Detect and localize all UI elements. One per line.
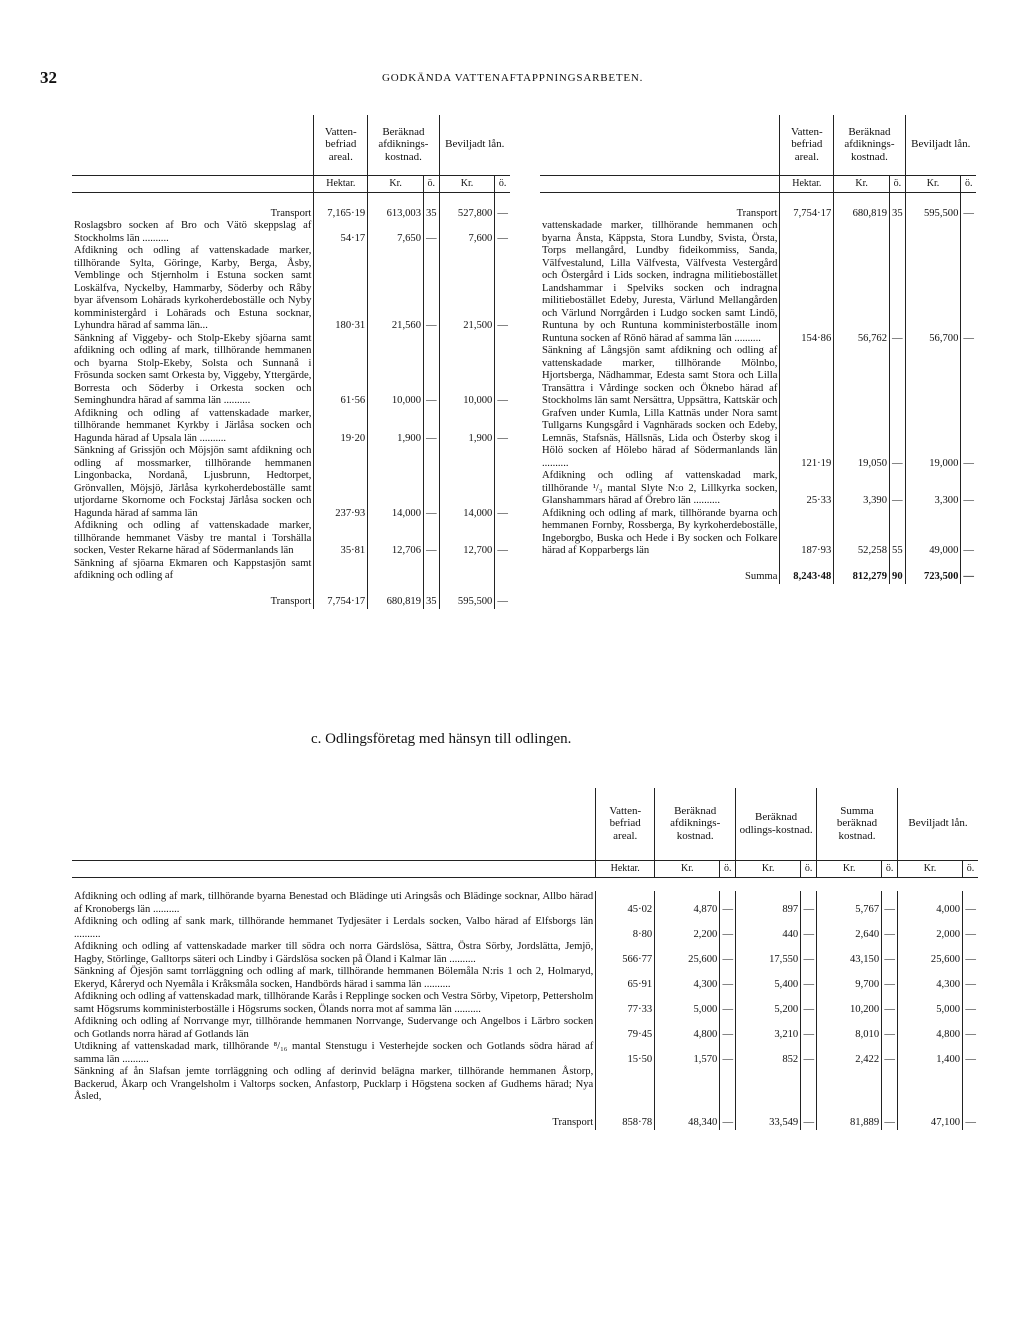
- row-lan-kr: [897, 1066, 962, 1104]
- row-summa-kr: 2,640: [817, 916, 882, 941]
- row-afdikning-ore: —: [720, 1041, 736, 1066]
- row-odling-ore: —: [801, 991, 817, 1016]
- transport-label: Transport: [270, 207, 312, 219]
- row-lan-kr: 56,700: [905, 220, 961, 345]
- row-kostnad-ore: —: [424, 333, 440, 408]
- row-kostnad-ore: —: [890, 345, 906, 470]
- section-c-title: c. Odlingsföretag med hänsyn till odlingen.: [311, 731, 572, 747]
- row-odling-ore: —: [801, 916, 817, 941]
- row-odling-ore: —: [801, 941, 817, 966]
- column-header-kostnad: Beräknad afdiknings-kostnad.: [834, 115, 905, 175]
- row-kostnad-kr: [368, 558, 424, 583]
- unit-ore: ö.: [495, 175, 510, 192]
- row-odling-ore: —: [801, 1016, 817, 1041]
- row-lan-kr: 4,300: [897, 966, 962, 991]
- transport-afdikning-ore: —: [720, 1104, 736, 1130]
- row-lan-ore: —: [495, 520, 510, 558]
- row-summa-kr: 9,700: [817, 966, 882, 991]
- row-description: Afdikning och odling af vattenskadade marker, tillhörande Sylta, Göringe, Karby, Berga, Åsby, Vemblinge och Stjernholm i Estuna socken samt Loskälfva, Nyckelby, Hammarby, Söderby och Råby byar äfvensom Lohärads kyrkoherdeboställe och Nyby komministergård i Lohärads och Estuna socknar, Lyhundra härad af samma län...: [74, 245, 312, 331]
- row-kostnad-kr: 21,560: [368, 245, 424, 333]
- row-kostnad-kr: 52,258: [834, 508, 890, 558]
- table-row: [72, 916, 978, 941]
- row-description: Afdikning och odling af vattenskadad mark, tillhörande ¹/₃ mantal Slyte N:o 2, Lillkyrka socken, Glanshammars härad af Örebro län ..........: [542, 470, 778, 506]
- transport-lan-kr: 595,500: [905, 192, 961, 220]
- row-description: Roslagsbro socken af Bro och Vätö skeppslag af Stockholms län ..........: [74, 220, 312, 244]
- transport-kostnad-ore: 35: [424, 583, 440, 609]
- right-ledger-table: [540, 115, 976, 584]
- row-afdikning-ore: —: [720, 941, 736, 966]
- summa-kostnad-ore: 90: [890, 558, 906, 584]
- row-afdikning-kr: 4,870: [655, 891, 720, 916]
- row-kostnad-ore: —: [424, 445, 440, 520]
- summa-lan-kr: 723,500: [905, 558, 961, 584]
- row-lan-kr: 19,000: [905, 345, 961, 470]
- column-header-areal: Vatten-befriad areal.: [314, 115, 368, 175]
- row-kostnad-ore: —: [424, 245, 440, 333]
- row-description: Sänkning af Långsjön samt afdikning och odling af vattenskadade marker, tillhörande Mölnbo, Hjortsberga, Nädhammar, Edesta samt Stora och Lilla Transättra i Vårdinge socken och Öknebo härad af Stockholms län samt Nersättra, Uppsättra, Kattskär och Grafven under Kumla, Lilla Kattnäs under Nora samt Tullgarns Kungsgård i Vagnhärads socken och Edeby, Lemnäs, Stafsnäs, Hällsnäs, Lida och Österby skog i Hölö socken af Hölebo härad af Södermanlands län ..........: [542, 345, 778, 469]
- row-afdikning-kr: 5,000: [655, 991, 720, 1016]
- row-description: Sänkning af Grissjön och Möjsjön samt afdikning och odling af mossmarker, tillhörande hemmanen Lingonbacka, Nordanå, Ljusbrunn, Hedtorpet, Grönvallen, Möjsjö, Järlåsa kyrkoherdeboställe samt utjordarne Skornome och Fockstaj Järlåsa socken och Hagunda härad af samma län: [74, 445, 312, 519]
- transport-kostnad-ore: 35: [424, 192, 440, 220]
- summa-lan-ore: —: [961, 558, 976, 584]
- unit-hektar: Hektar.: [780, 175, 834, 192]
- column-header-areal: Vatten-befriad areal.: [780, 115, 834, 175]
- row-description: Afdikning och odling af Norrvange myr, tillhörande hemmanen Norrvange, Sudervange och Angelbos i Lärbro socken och Gotlands norra härad af Gotlands län: [74, 1016, 594, 1040]
- row-afdikning-ore: —: [720, 991, 736, 1016]
- row-odling-kr: 5,200: [736, 991, 801, 1016]
- row-areal: 61·56: [314, 333, 368, 408]
- row-lan-kr: 3,300: [905, 470, 961, 508]
- column-header-odling: Beräknad odlings-kostnad.: [736, 788, 817, 860]
- row-lan-kr: 1,900: [439, 408, 495, 446]
- row-lan-kr: [439, 558, 495, 583]
- unit-ore: ö.: [963, 860, 978, 877]
- row-summa-ore: —: [882, 891, 898, 916]
- row-lan-ore: —: [495, 408, 510, 446]
- unit-kr: Kr.: [736, 860, 801, 877]
- transport-lan-ore: —: [961, 192, 976, 220]
- row-areal: 8·80: [596, 916, 655, 941]
- row-summa-kr: 43,150: [817, 941, 882, 966]
- transport-lan-ore: —: [963, 1104, 978, 1130]
- unit-kr: Kr.: [817, 860, 882, 877]
- row-kostnad-ore: —: [424, 220, 440, 245]
- transport-lan-kr: 47,100: [897, 1104, 962, 1130]
- transport-areal: 7,165·19: [314, 192, 368, 220]
- unit-kr: Kr.: [368, 175, 424, 192]
- column-header-lan: Beviljadt lån.: [905, 115, 976, 175]
- row-kostnad-ore: [424, 558, 440, 583]
- row-summa-kr: 5,767: [817, 891, 882, 916]
- transport-odling-kr: 33,549: [736, 1104, 801, 1130]
- row-odling-kr: 3,210: [736, 1016, 801, 1041]
- row-areal: [596, 1066, 655, 1104]
- unit-kr: Kr.: [439, 175, 495, 192]
- row-description: Afdikning och odling af vattenskadad mark, tillhörande Karås i Repplinge socken och Vestra Sörby, Vipetorp, Pettersholm samt Högsrums komministerboställe i Högsrums socken, Ölands norra mot af samma län ..........: [74, 991, 594, 1015]
- table-row: [72, 891, 978, 916]
- row-description: Afdikning och odling af mark, tillhörande byarna och hemmanen Fornby, Rossberga, By kyrkoherdeboställe, Ingeborgbo, Buska och Hede i By socken och Folkare härad af Kopparbergs län: [542, 507, 778, 556]
- row-summa-ore: [882, 1066, 898, 1104]
- row-description: Afdikning och odling af vattenskadade marker, tillhörande hemmanet Kyrkby i Järlåsa socken och Hagunda härad af Upsala län ..........: [74, 407, 312, 444]
- row-lan-ore: —: [963, 891, 978, 916]
- row-kostnad-ore: 55: [890, 508, 906, 558]
- row-lan-ore: —: [961, 220, 976, 345]
- left-ledger-table: [72, 115, 510, 609]
- transport-kostnad-kr: 613,003: [368, 192, 424, 220]
- table-row: [72, 941, 978, 966]
- table-row: [540, 220, 976, 345]
- unit-kr: Kr.: [897, 860, 962, 877]
- row-summa-kr: 2,422: [817, 1041, 882, 1066]
- transport-kostnad-kr: 680,819: [834, 192, 890, 220]
- row-lan-kr: 2,000: [897, 916, 962, 941]
- row-lan-ore: —: [961, 345, 976, 470]
- column-header-areal: Vatten-befriad areal.: [596, 788, 655, 860]
- row-areal: 15·50: [596, 1041, 655, 1066]
- row-lan-ore: —: [495, 445, 510, 520]
- row-kostnad-ore: —: [890, 220, 906, 345]
- row-odling-ore: [801, 1066, 817, 1104]
- row-description: Afdikning och odling af vattenskadade marker, tillhörande hemmanet Väsby tre mantal i Torshälla socken, Vester Rekarne härad af Södermanlands län: [74, 520, 312, 556]
- row-lan-kr: 49,000: [905, 508, 961, 558]
- row-odling-kr: 440: [736, 916, 801, 941]
- row-description: Sänkning af Viggeby- och Stolp-Ekeby sjöarna samt afdikning och odling af mark, tillhörande hemmanen och byarna Stolp-Ekeby, Solsta och Sunnanå i Frösunda socken samt Orkesta by, Viggeby, Yttergärde, Borresta och Söderby i Orkesta socken och Seminghundra härad af samma län ..........: [74, 332, 312, 406]
- transport-summa-kr: 81,889: [817, 1104, 882, 1130]
- row-kostnad-kr: 10,000: [368, 333, 424, 408]
- unit-hektar: Hektar.: [596, 860, 655, 877]
- row-areal: 237·93: [314, 445, 368, 520]
- transport-kostnad-ore: 35: [890, 192, 906, 220]
- row-summa-kr: 10,200: [817, 991, 882, 1016]
- row-lan-kr: 10,000: [439, 333, 495, 408]
- transport-kostnad-kr: 680,819: [368, 583, 424, 609]
- table-row: [540, 470, 976, 508]
- row-areal: 180·31: [314, 245, 368, 333]
- column-header-lan: Beviljadt lån.: [897, 788, 978, 860]
- row-lan-ore: —: [963, 1041, 978, 1066]
- row-lan-ore: —: [961, 470, 976, 508]
- table-row: [72, 991, 978, 1016]
- row-summa-kr: 8,010: [817, 1016, 882, 1041]
- row-summa-ore: —: [882, 1016, 898, 1041]
- page-number: 32: [40, 68, 57, 87]
- row-lan-kr: 14,000: [439, 445, 495, 520]
- table-row: [72, 1066, 978, 1104]
- row-kostnad-kr: 12,706: [368, 520, 424, 558]
- row-lan-ore: [495, 558, 510, 583]
- transport-afdikning-kr: 48,340: [655, 1104, 720, 1130]
- table-row: [72, 220, 510, 245]
- row-kostnad-kr: 19,050: [834, 345, 890, 470]
- row-areal: 77·33: [596, 991, 655, 1016]
- row-kostnad-kr: 3,390: [834, 470, 890, 508]
- transport-summa-ore: —: [882, 1104, 898, 1130]
- unit-ore: ö.: [424, 175, 440, 192]
- transport-label: Transport: [736, 207, 778, 219]
- unit-kr: Kr.: [905, 175, 961, 192]
- transport-lan-ore: —: [495, 192, 510, 220]
- row-odling-kr: 5,400: [736, 966, 801, 991]
- table-row: [72, 558, 510, 583]
- row-afdikning-ore: [720, 1066, 736, 1104]
- row-areal: 45·02: [596, 891, 655, 916]
- row-lan-kr: 4,000: [897, 891, 962, 916]
- row-areal: 35·81: [314, 520, 368, 558]
- row-summa-ore: —: [882, 941, 898, 966]
- row-afdikning-kr: [655, 1066, 720, 1104]
- row-areal: 566·77: [596, 941, 655, 966]
- row-kostnad-kr: 14,000: [368, 445, 424, 520]
- row-summa-ore: —: [882, 991, 898, 1016]
- row-afdikning-ore: —: [720, 1016, 736, 1041]
- row-kostnad-ore: —: [424, 408, 440, 446]
- unit-ore: ö.: [890, 175, 906, 192]
- row-kostnad-kr: 1,900: [368, 408, 424, 446]
- row-lan-ore: —: [495, 220, 510, 245]
- table-row: [72, 520, 510, 558]
- table-row: [72, 245, 510, 333]
- transport-odling-ore: —: [801, 1104, 817, 1130]
- row-description: Afdikning och odling af sank mark, tillhörande hemmanet Tydjesäter i Lerdals socken, Valbo härad af Elfsborgs län ..........: [74, 916, 594, 940]
- unit-ore: ö.: [720, 860, 736, 877]
- row-kostnad-ore: —: [890, 470, 906, 508]
- row-kostnad-kr: 7,650: [368, 220, 424, 245]
- summa-label: Summa: [745, 571, 778, 582]
- running-title: GODKÄNDA VATTENAFTAPPNINGSARBETEN.: [382, 72, 644, 84]
- transport-lan-kr: 595,500: [439, 583, 495, 609]
- unit-kr: Kr.: [655, 860, 720, 877]
- unit-ore: ö.: [882, 860, 898, 877]
- unit-kr: Kr.: [834, 175, 890, 192]
- summa-kostnad-kr: 812,279: [834, 558, 890, 584]
- row-lan-ore: —: [963, 916, 978, 941]
- transport-areal: 7,754·17: [780, 192, 834, 220]
- row-summa-kr: [817, 1066, 882, 1104]
- row-odling-kr: 17,550: [736, 941, 801, 966]
- table-row: [540, 345, 976, 470]
- column-header-lan: Beviljadt lån.: [439, 115, 510, 175]
- table-row: [72, 1016, 978, 1041]
- unit-hektar: Hektar.: [314, 175, 368, 192]
- row-areal: 154·86: [780, 220, 834, 345]
- row-lan-kr: 1,400: [897, 1041, 962, 1066]
- row-lan-kr: 4,800: [897, 1016, 962, 1041]
- unit-ore: ö.: [801, 860, 817, 877]
- transport-lan-kr: 527,800: [439, 192, 495, 220]
- row-afdikning-kr: 25,600: [655, 941, 720, 966]
- row-lan-ore: —: [495, 333, 510, 408]
- row-afdikning-ore: —: [720, 966, 736, 991]
- row-odling-ore: —: [801, 1041, 817, 1066]
- row-afdikning-kr: 4,800: [655, 1016, 720, 1041]
- row-afdikning-ore: —: [720, 891, 736, 916]
- row-odling-kr: [736, 1066, 801, 1104]
- row-areal: [314, 558, 368, 583]
- section-c-table: [72, 788, 978, 1130]
- unit-ore: ö.: [961, 175, 976, 192]
- row-description: vattenskadade marker, tillhörande hemmanen och byarna Ånsta, Käppsta, Stora Lundby, Svista, Örsta, Torps mellangård, Lundby fideikommiss, Sanda, Välfvestalund, Lilla Välfvesta, Välfvesta Vestergård och Östergård i Lids socken, indragna militiebostället Landshammar i Spelviks socken och indragna militiebostället Edeby, Juresta, Värlund Mellangården och Värlund Norrgården i Ludgo socken samt Lindö, Runtuna by och Runtuna komministerboställe inom Runtuna socken af Rönö härad af samma län ..........: [542, 220, 778, 344]
- row-afdikning-kr: 1,570: [655, 1041, 720, 1066]
- column-header-kostnad: Beräknad afdiknings-kostnad.: [368, 115, 439, 175]
- row-lan-ore: —: [963, 1016, 978, 1041]
- row-description: Utdikning af vattenskadad mark, tillhörande ⁸/₁₆ mantal Stenstugu i Vesterhejde socken och Gotlands södra härad af samma län ..........: [74, 1041, 594, 1065]
- transport-label: Transport: [270, 596, 312, 607]
- row-description: Sänkning af Öjesjön samt torrläggning och odling af mark, tillhörande hemmanen Bölemåla N:ris 1 och 2, Holmaryd, Ekeryd, Kåreryd och Nyemåla i Kråksmåla socken, Handbörds härad i samma län ..........: [74, 966, 594, 990]
- row-afdikning-kr: 2,200: [655, 916, 720, 941]
- row-lan-ore: —: [963, 941, 978, 966]
- summa-areal: 8,243·48: [780, 558, 834, 584]
- transport-areal: 858·78: [596, 1104, 655, 1130]
- table-row: [72, 445, 510, 520]
- row-lan-ore: —: [961, 508, 976, 558]
- table-row: [72, 408, 510, 446]
- transport-label: Transport: [552, 1117, 594, 1128]
- row-odling-ore: —: [801, 891, 817, 916]
- row-afdikning-ore: —: [720, 916, 736, 941]
- row-areal: 65·91: [596, 966, 655, 991]
- row-kostnad-kr: 56,762: [834, 220, 890, 345]
- row-lan-ore: —: [495, 245, 510, 333]
- row-summa-ore: —: [882, 966, 898, 991]
- table-row: [72, 966, 978, 991]
- row-lan-ore: —: [963, 991, 978, 1016]
- row-summa-ore: —: [882, 1041, 898, 1066]
- column-header-afdikning: Beräknad afdiknings-kostnad.: [655, 788, 736, 860]
- row-kostnad-ore: —: [424, 520, 440, 558]
- row-odling-kr: 897: [736, 891, 801, 916]
- row-areal: 54·17: [314, 220, 368, 245]
- row-afdikning-kr: 4,300: [655, 966, 720, 991]
- row-lan-kr: 21,500: [439, 245, 495, 333]
- row-odling-ore: —: [801, 966, 817, 991]
- row-description: Afdikning och odling af mark, tillhörande byarna Benestad och Blädinge uti Aringsås och Blädinge socknar, Allbo härad af Kronobergs län ..........: [74, 891, 594, 915]
- row-lan-ore: —: [963, 966, 978, 991]
- row-areal: 79·45: [596, 1016, 655, 1041]
- row-summa-ore: —: [882, 916, 898, 941]
- row-description: Sänkning af ån Slafsan jemte torrläggning och odling af derinvid belägna marker, tillhörande hemmanen Åstorp, Backerud, Åkarp och Vrangelsholm i Valtorps socken, Anfastorp, Pucklarp i Högstena socken af Gudhems härad; Nya Åsled,: [74, 1066, 594, 1102]
- row-areal: 121·19: [780, 345, 834, 470]
- table-row: [72, 1041, 978, 1066]
- row-lan-kr: 12,700: [439, 520, 495, 558]
- transport-areal: 7,754·17: [314, 583, 368, 609]
- row-lan-kr: 5,000: [897, 991, 962, 1016]
- table-row: [72, 333, 510, 408]
- row-odling-kr: 852: [736, 1041, 801, 1066]
- row-areal: 187·93: [780, 508, 834, 558]
- row-lan-ore: [963, 1066, 978, 1104]
- row-description: Sänkning af sjöarna Ekmaren och Kappstasjön samt afdikning och odling af: [74, 557, 312, 581]
- table-row: [540, 508, 976, 558]
- transport-lan-ore: —: [495, 583, 510, 609]
- column-header-summa: Summa beräknad kostnad.: [817, 788, 898, 860]
- row-areal: 19·20: [314, 408, 368, 446]
- row-description: Afdikning och odling af vattenskadade marker till södra och norra Gärdslösa, Sättra, Östra Sörby, Jordslätta, Jemjö, Hagby, Störlinge, Galltorps säteri och Lindby i Gärdslösa socken på Öland i Kalmar län ..........: [74, 941, 594, 965]
- row-lan-kr: 7,600: [439, 220, 495, 245]
- row-lan-kr: 25,600: [897, 941, 962, 966]
- row-areal: 25·33: [780, 470, 834, 508]
